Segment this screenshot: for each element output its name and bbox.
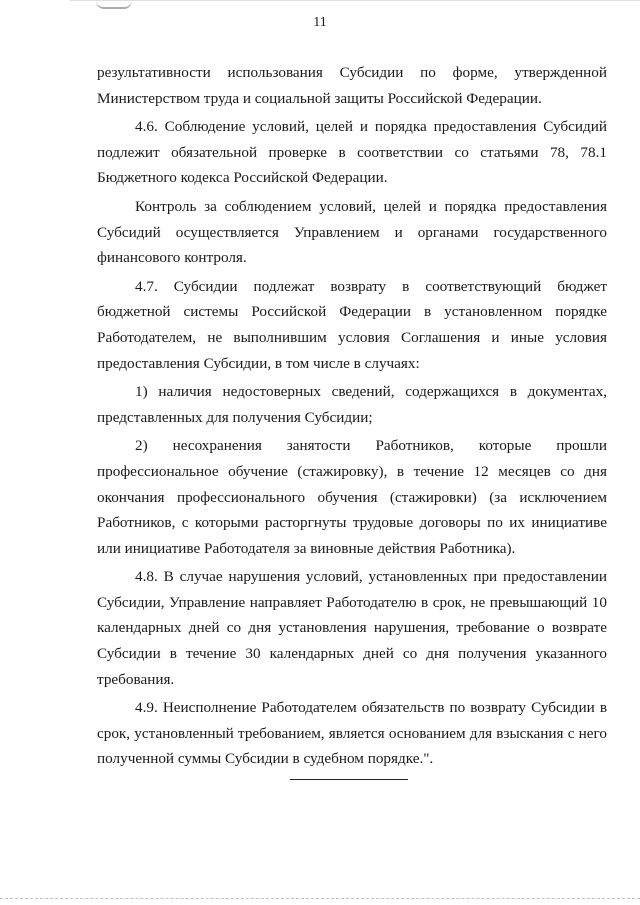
document-body bbox=[97, 60, 607, 772]
paragraph-4-7-item-2: 2) несохранения занятости Работников, которые прошли профессиональное обучение (стажировку), в течение 12 месяцев со дня окончания профессионального обучения (стажировки) (за исключением Работников, с которыми расторгнуты трудовые договоры по их инициативе или инициативе Работодателя за виновные действия Работника). bbox=[97, 437, 607, 557]
scan-artifact bbox=[96, 0, 132, 9]
paragraph-4-8: 4.8. В случае нарушения условий, установленных при предоставлении Субсидии, Управление направляет Работодателю в срок, не превышающий 10 календарных дней со дня установления нарушения, требование о возврате Субсидии в течение 30 календарных дней со дня получения указанного требования. bbox=[97, 568, 607, 688]
paragraph-4-6: 4.6. Соблюдение условий, целей и порядка предоставления Субсидий подлежит обязательной проверке в соответствии со статьями 78, 78.1 Бюджетного кодекса Российской Федерации. bbox=[97, 118, 607, 187]
scan-edge-bottom bbox=[0, 898, 640, 903]
page-number: 11 bbox=[313, 15, 327, 30]
paragraph-continuation: результативности использования Субсидии по форме, утвержденной Министерством труда и социальной защиты Российской Федерации. bbox=[97, 64, 607, 107]
end-of-text-rule bbox=[290, 779, 408, 780]
paragraph-control: Контроль за соблюдением условий, целей и порядка предоставления Субсидий осуществляется Управлением и органами государственного финансового контроля. bbox=[97, 197, 607, 267]
paragraph-4-7: 4.7. Субсидии подлежат возврату в соответствующий бюджет бюджетной системы Российской Федерации в установленном порядке Работодателем, не выполнившим условия Соглашения и иные условия предоставления Субсидии, в том числе в случаях: bbox=[97, 277, 607, 372]
paragraph-4-7-item-1: 1) наличия недостоверных сведений, содержащихся в документах, представленных для получения Субсидии; bbox=[97, 383, 607, 426]
scan-edge-top bbox=[70, 0, 640, 7]
paragraph-4-9: 4.9. Неисполнение Работодателем обязательств по возврату Субсидии в срок, установленный требованием, является основанием для взыскания с него полученной суммы Субсидии в судебном порядке.". bbox=[97, 699, 607, 768]
